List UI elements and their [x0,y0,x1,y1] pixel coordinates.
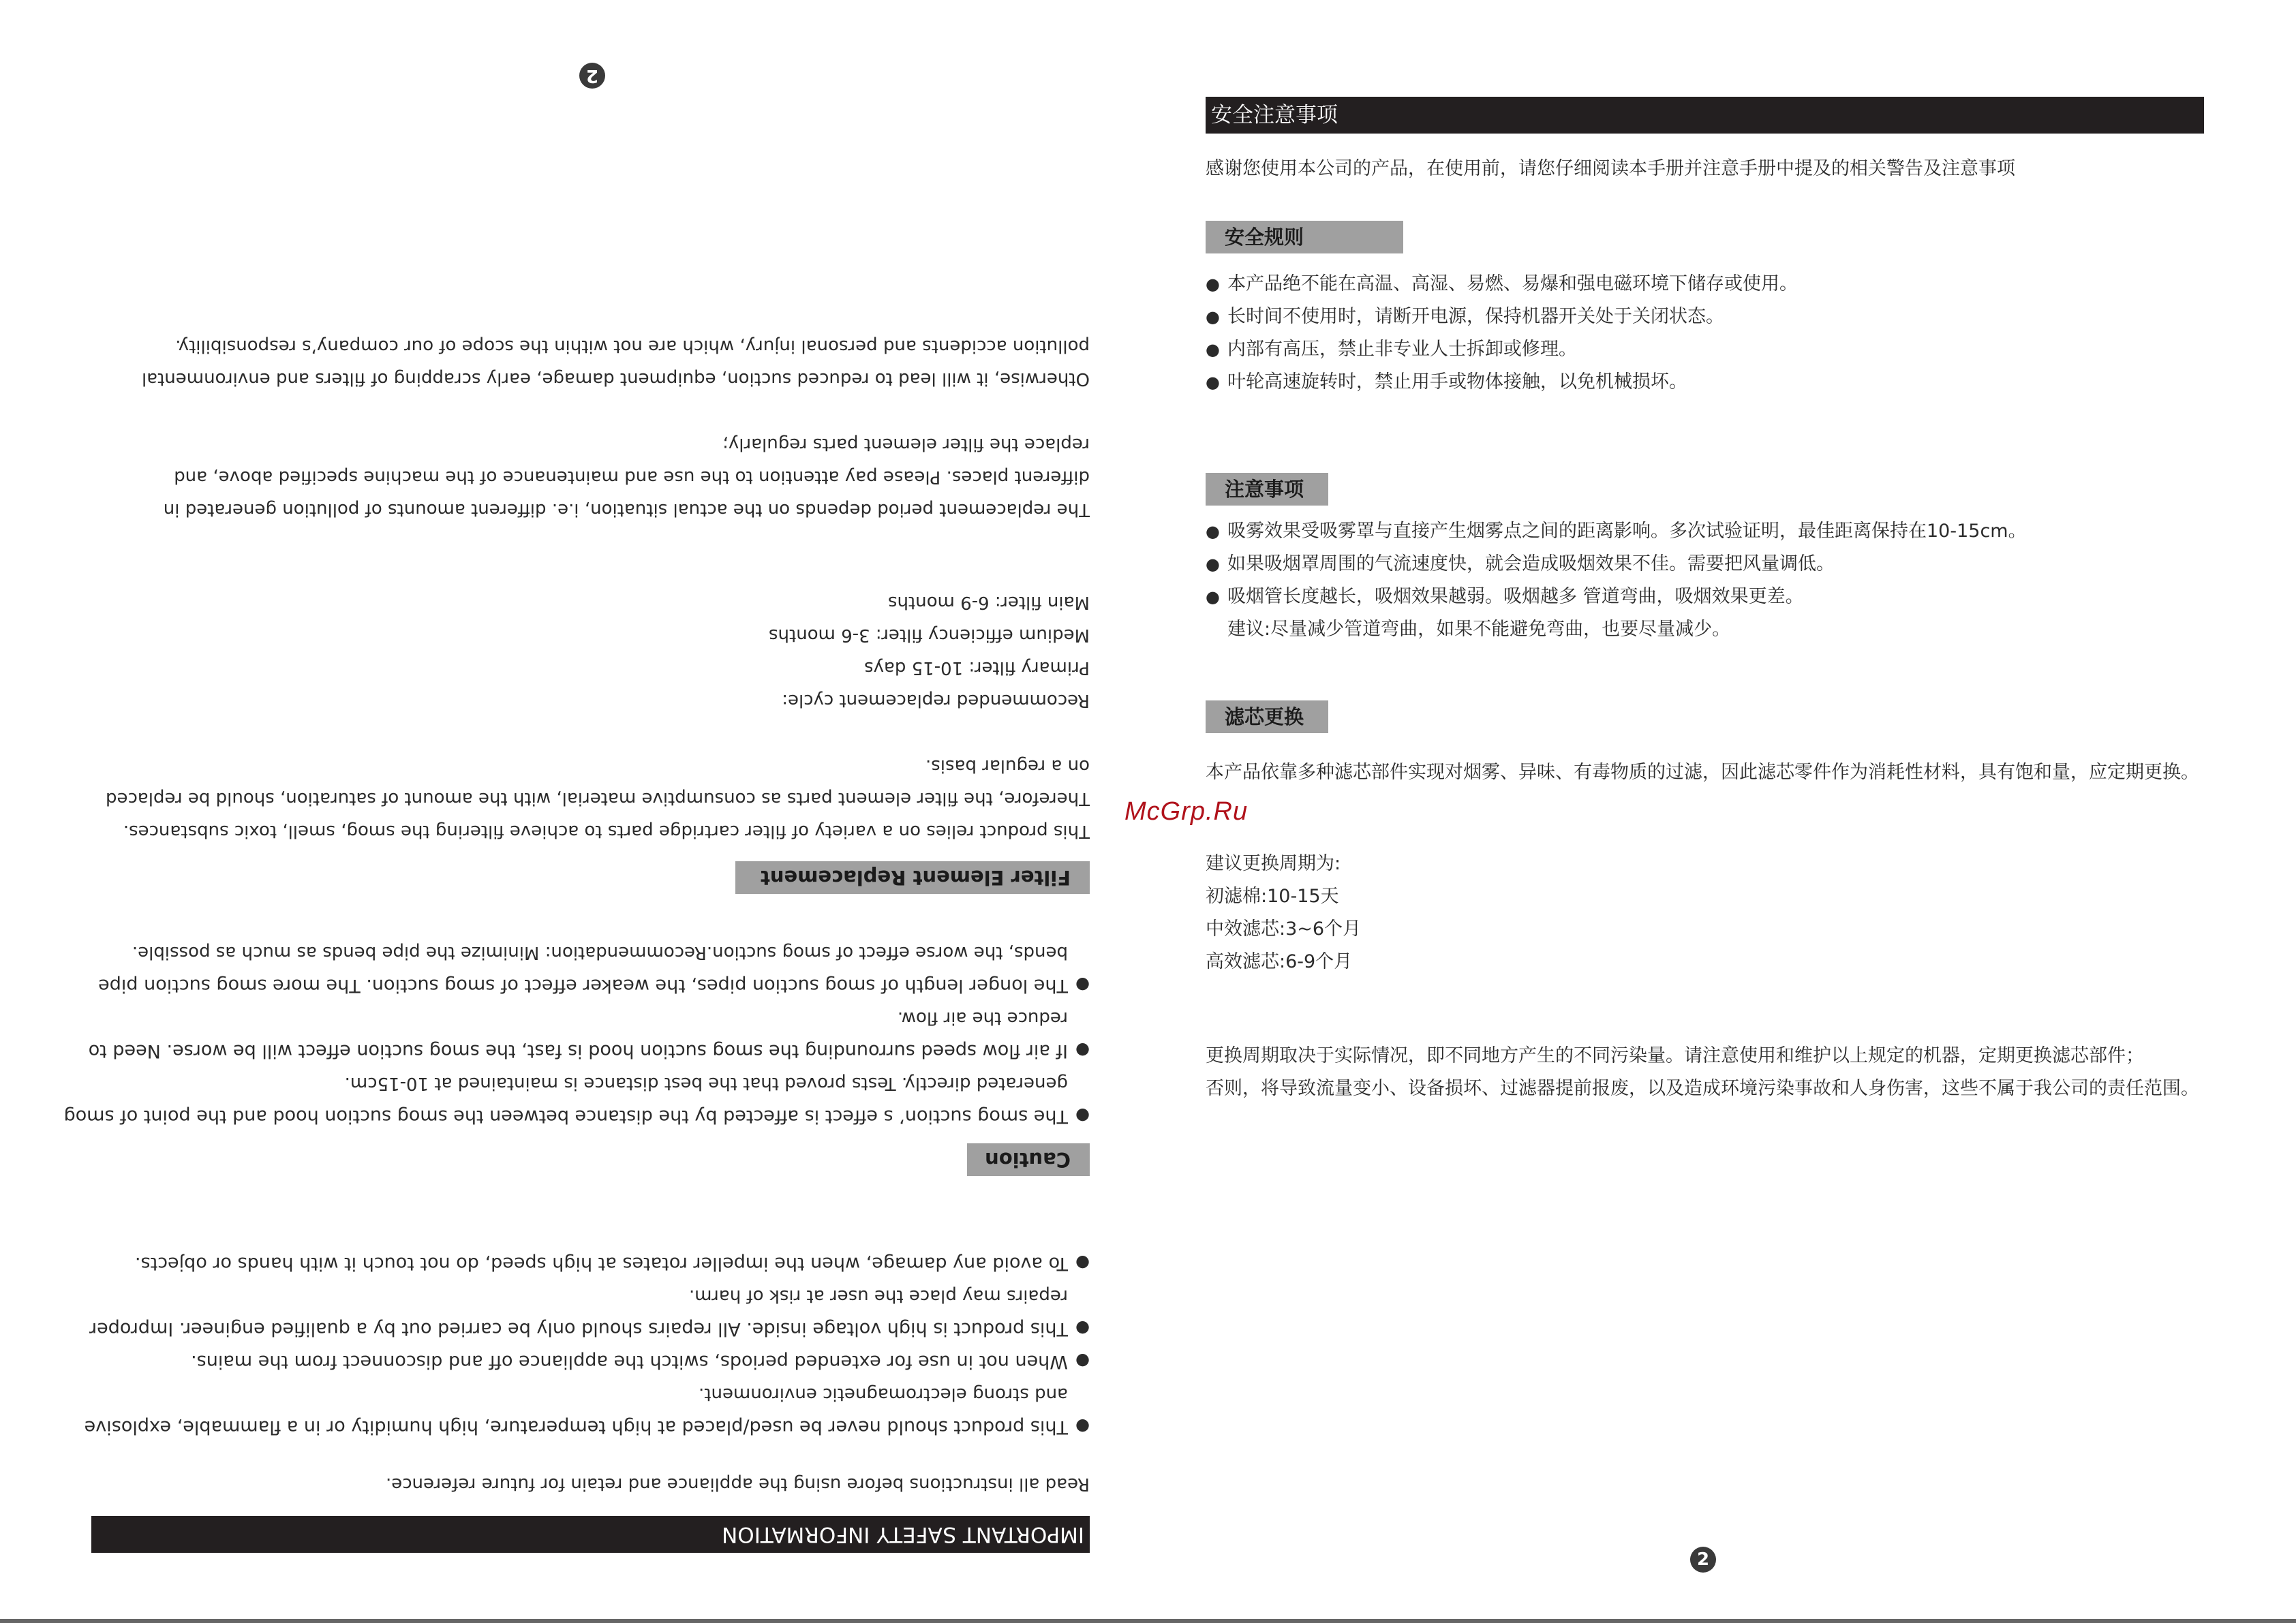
zh-cycle-line: 中效滤芯:3~6个月 [1206,918,1362,940]
zh-caution-item: ●吸雾效果受吸雾罩与直接产生烟雾点之间的距离影响。多次试验证明，最佳距离保持在10-15cm。 [1206,515,2027,548]
en-period-line: The replacement period depends on the actual situation, i.e. different amounts of pollution generated in [163,499,1090,520]
bullet-icon [1206,515,1227,548]
zh-caution-item: ●如果吸烟罩周围的气流速度快，就会造成吸烟效果不佳。需要把风量调低。 [1206,548,1835,581]
zh-period-line: 否则，将导致流量变小、设备损坏、过滤器提前报废，以及造成环境污染事故和人身伤害，这些不属于我公司的责任范围。 [1206,1078,2199,1099]
chinese-page [1148,0,2296,1623]
zh-rule-item: ●内部有高压，禁止非专业人士拆卸或修理。 [1206,333,1577,366]
en-caution-item: ●If air flow speed surrounding the smog suction hood is fast, the smog suction effect will be worse. Need to [89,1034,1090,1067]
zh-rule-item: ●长时间不使用时，请断开电源，保持机器开关处于关闭状态。 [1206,300,1724,333]
watermark: McGrp.Ru [1124,797,1249,826]
en-period-line: different places. Please pay attention to the use and maintenance of the machine specified above, and [174,467,1090,487]
en-filter-intro: Therefore, the filter element parts as consumptive material, with the amount of saturation, should be replaced [106,788,1090,809]
en-rule-continuation: repairs may place the user at risk of harm. [688,1286,1068,1306]
zh-filter-title: 滤芯更换 [1206,700,1328,733]
en-rule-item: ●This product should never be used/placed at high temperature, high humidity or in a flammable, explosive [85,1410,1090,1443]
zh-caution-advice: 建议:尽量减少管道弯曲，如果不能避免弯曲，也要尽量减少。 [1227,619,1731,640]
bullet-icon [1206,300,1227,333]
bullet-icon [1068,1312,1090,1345]
zh-title: 安全注意事项 [1206,97,2204,134]
en-filter-title: Filter Element Replacement [735,861,1090,894]
en-caution-item: ●The longer length of smog suction pipes, the weaker effect of smog suction. The more smog suction pipe [98,969,1090,1002]
zh-period-line: 更换周期取决于实际情况，即不同地方产生的不同污染量。请注意使用和维护以上规定的机器，定期更换滤芯部件； [1206,1045,2144,1066]
en-cycle-line: Main filter: 6-9 months [887,592,1090,613]
en-caution-item: ●The smog suction’ s effect is affected by the distance between the smog suction hood and the point of smog [64,1100,1090,1132]
bullet-icon [1068,1247,1090,1280]
en-filter-intro: on a regular basis. [925,756,1090,776]
zh-rule-item: ●本产品绝不能在高温、高湿、易燃、易爆和强电磁环境下储存或使用。 [1206,268,1798,300]
zh-page-number: 2 [1690,1547,1716,1573]
bullet-icon [1068,1345,1090,1378]
bullet-icon [1206,268,1227,300]
en-page-number: 2 [579,63,605,89]
en-caution-title: Caution [967,1143,1090,1176]
en-otherwise-line: Otherwise, it will lead to reduced suction, equipment damage, early scrapping of filters and environmental [141,369,1090,389]
en-caution-continuation: generated directly. Tests proved that the best distance is maintained at 10-15cm. [344,1073,1068,1094]
en-caution-continuation: bends, the worse effect of smog suction.Recommendation: Minimize the pipe bends as much as possible. [132,942,1068,963]
bullet-icon [1206,548,1227,581]
en-rule-item: ●To avoid any damage, when the impeller rotates at high speed, do not touch it with hands or objects. [135,1247,1090,1280]
bullet-icon [1068,969,1090,1002]
zh-cycle-line: 建议更换周期为: [1206,853,1341,874]
en-cycle-line: Medium efficiency filter: 3-6 months [768,625,1090,645]
bottom-rule [0,1619,2296,1623]
en-filter-intro: This product relies on a variety of filter cartridge parts to achieve filtering the smog, smell, toxic substances. [123,821,1090,841]
en-otherwise-line: pollution accidents and personal injury, which are not within the scope of our company’s responsibility. [175,336,1090,356]
zh-cycle-line: 高效滤芯:6-9个月 [1206,951,1353,972]
zh-filter-intro: 本产品依靠多种滤芯部件实现对烟雾、异味、有毒物质的过滤，因此滤芯零件作为消耗性材料，具有饱和量，应定期更换。 [1206,762,2199,783]
bullet-icon [1068,1100,1090,1132]
en-caution-continuation: reduce the air flow. [897,1008,1068,1028]
zh-caution-title: 注意事项 [1206,473,1328,506]
en-cycle-line: Recommended replacement cycle: [782,690,1090,711]
bullet-icon [1206,366,1227,399]
en-rule-item: ●When not in use for extended periods, switch the appliance off and disconnect from the mains. [191,1345,1090,1378]
en-title: IMPORTANT SAFETY INFORMATION [91,1516,1090,1553]
zh-intro: 感谢您使用本公司的产品，在使用前，请您仔细阅读本手册并注意手册中提及的相关警告及注意事项 [1206,158,2015,179]
zh-rule-item: ●叶轮高速旋转时，禁止用手或物体接触，以免机械损坏。 [1206,366,1687,399]
zh-caution-item: ●吸烟管长度越长，吸烟效果越弱。吸烟越多 管道弯曲，吸烟效果更差。 [1206,581,1804,613]
bullet-icon [1068,1034,1090,1067]
en-cycle-line: Primary filter: 10-15 days [864,658,1090,678]
zh-cycle-line: 初滤棉:10-15天 [1206,886,1339,907]
en-rule-item: ●This product is high voltage inside. All repairs should only be carried out by a qualified engineer. Improper [89,1312,1090,1345]
bullet-icon [1206,581,1227,613]
en-rule-continuation: and strong electromagnetic environment. [699,1384,1068,1404]
en-period-line: replace the filter element parts regularly; [722,434,1090,454]
zh-rules-title: 安全规则 [1206,221,1403,253]
en-intro: Read all instructions before using the appliance and retain for future reference. [386,1474,1090,1494]
bullet-icon [1206,333,1227,366]
bullet-icon [1068,1410,1090,1443]
